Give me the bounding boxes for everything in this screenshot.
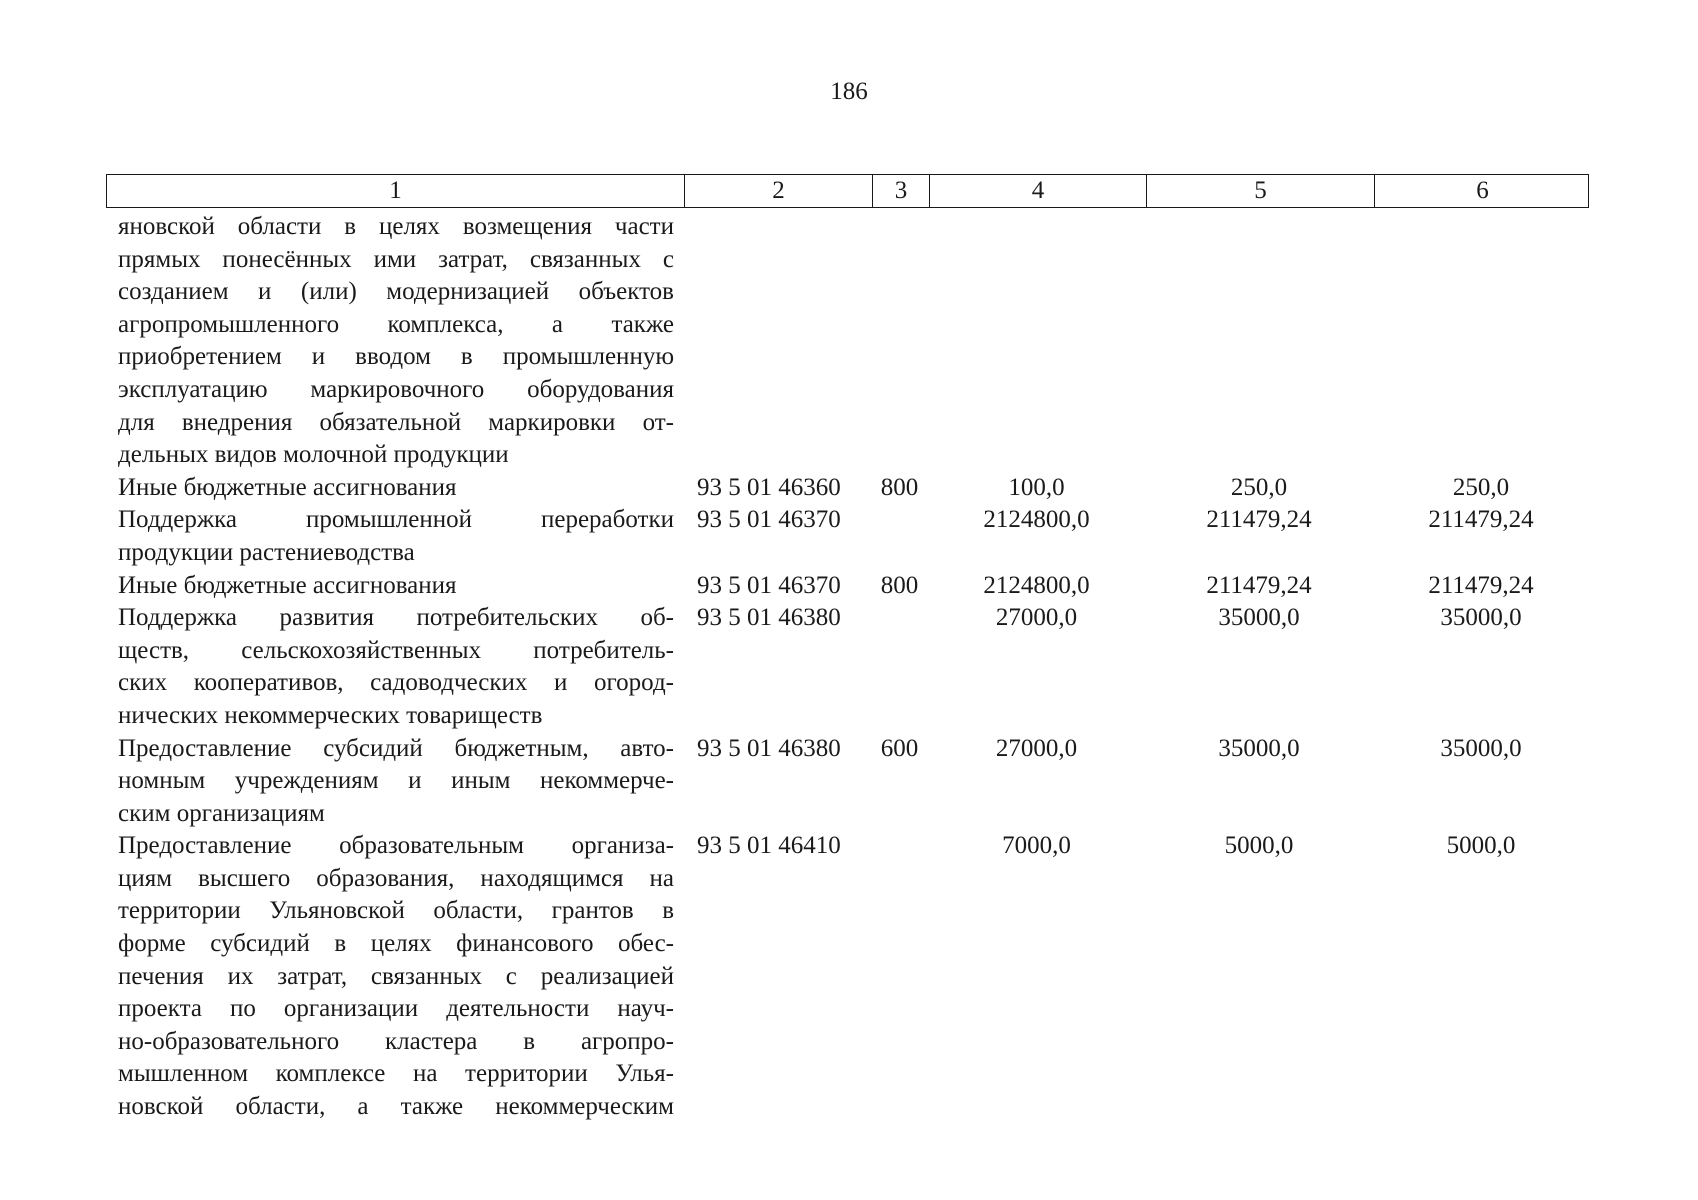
- expense-type-code-cell: [871, 570, 928, 603]
- description-line: Иные бюджетные ассигнования: [118, 473, 457, 501]
- amount-column-4: 27000,0: [995, 604, 1078, 632]
- expense-type-code: 600: [880, 734, 919, 762]
- amount-column-6: 211479,24: [1428, 571, 1534, 599]
- target-article-code: 93 5 01 46380: [697, 604, 841, 632]
- target-article-code-cell: [683, 211, 871, 472]
- amount-column-4: 2124800,0: [983, 571, 1090, 599]
- description-line: созданием и (или) модернизацией объектов: [118, 278, 674, 306]
- description-line: форме субсидий в целях финансового обес-: [118, 930, 674, 958]
- description-line: приобретением и вводом в промышленную: [118, 343, 674, 371]
- expense-type-code-cell: [871, 472, 928, 505]
- table-row: [106, 472, 1589, 505]
- description-line: нических некоммерческих товариществ: [118, 701, 543, 729]
- target-article-code: 93 5 01 46370: [697, 571, 841, 599]
- description-line: Предоставление образовательным организа-: [118, 832, 674, 860]
- amount-column-4: 2124800,0: [983, 506, 1090, 534]
- target-article-code-cell: [683, 472, 871, 505]
- amount-column-4-cell: [928, 830, 1145, 1123]
- amount-column-6: 250,0: [1452, 473, 1510, 501]
- description-line: Иные бюджетные ассигнования: [118, 571, 457, 599]
- description-line: территории Ульяновской области, грантов в: [118, 897, 674, 925]
- description-line: Предоставление субсидий бюджетным, авто-: [118, 734, 674, 762]
- amount-column-5-cell: [1145, 570, 1373, 603]
- target-article-code: 93 5 01 46410: [697, 832, 841, 860]
- description-line: проекта по организации деятельности науч-: [118, 995, 674, 1023]
- table-row: [106, 602, 1589, 732]
- amount-column-4-cell: [928, 211, 1145, 472]
- table-row: [106, 570, 1589, 603]
- description-line: прямых понесённых ими затрат, связанных с: [118, 245, 674, 273]
- amount-column-6-cell: [1373, 504, 1589, 569]
- expense-type-code-cell: [871, 211, 928, 472]
- table-column-header-row: [106, 174, 1589, 208]
- expense-type-code: 800: [880, 473, 919, 501]
- amount-column-5-cell: [1145, 211, 1373, 472]
- amount-column-6-cell: [1373, 602, 1589, 732]
- column-header-5: 5: [1146, 175, 1374, 207]
- description-line: печения их затрат, связанных с реализацией: [118, 962, 674, 990]
- amount-column-5-cell: [1145, 830, 1373, 1123]
- target-article-code-cell: [683, 602, 871, 732]
- target-article-code: 93 5 01 46360: [697, 473, 841, 501]
- row-description: [106, 602, 683, 732]
- table-row: [106, 733, 1589, 831]
- expense-type-code-cell: [871, 504, 928, 569]
- expense-type-code-cell: [871, 733, 928, 831]
- target-article-code-cell: [683, 504, 871, 569]
- target-article-code: 93 5 01 46370: [697, 506, 841, 534]
- amount-column-5: 35000,0: [1218, 604, 1300, 632]
- amount-column-6-cell: [1373, 733, 1589, 831]
- amount-column-4-cell: [928, 602, 1145, 732]
- amount-column-5: 5000,0: [1224, 832, 1294, 860]
- amount-column-4-cell: [928, 504, 1145, 569]
- row-description: [106, 472, 683, 505]
- amount-column-4-cell: [928, 733, 1145, 831]
- amount-column-5: 211479,24: [1206, 571, 1312, 599]
- description-line: но-образовательного кластера в агропро-: [118, 1027, 674, 1055]
- description-line: Поддержка промышленной переработки: [118, 506, 674, 534]
- description-line: для внедрения обязательной маркировки от-: [118, 408, 674, 436]
- amount-column-6: 211479,24: [1428, 506, 1534, 534]
- amount-column-4: 7000,0: [1002, 832, 1071, 860]
- expense-type-code-cell: [871, 830, 928, 1123]
- amount-column-4: 27000,0: [995, 734, 1078, 762]
- amount-column-4: 100,0: [1008, 473, 1065, 501]
- description-line: ских кооперативов, садоводческих и огород-: [118, 669, 674, 697]
- amount-column-5-cell: [1145, 733, 1373, 831]
- budget-table-body: [106, 211, 1589, 1124]
- column-header-4: 4: [929, 175, 1146, 207]
- amount-column-4-cell: [928, 570, 1145, 603]
- column-header-1: 1: [389, 177, 402, 204]
- amount-column-6: 35000,0: [1440, 604, 1522, 632]
- target-article-code-cell: [683, 570, 871, 603]
- column-header-2: 2: [684, 175, 872, 207]
- amount-column-6-cell: [1373, 570, 1589, 603]
- target-article-code-cell: [683, 830, 871, 1123]
- description-line: Поддержка развития потребительских об-: [118, 604, 674, 632]
- table-row: [106, 504, 1589, 569]
- table-row: [106, 830, 1589, 1123]
- description-line: эксплуатацию маркировочного оборудования: [118, 375, 674, 403]
- description-line: новской области, а также некоммерческим: [118, 1093, 674, 1121]
- amount-column-6-cell: [1373, 211, 1589, 472]
- row-description: [106, 733, 683, 831]
- target-article-code: 93 5 01 46380: [697, 734, 841, 762]
- row-description: [106, 211, 683, 472]
- row-description: [106, 504, 683, 569]
- page-number: 186: [830, 78, 868, 105]
- description-line: агропромышленного комплекса, а также: [118, 310, 674, 338]
- target-article-code-cell: [683, 733, 871, 831]
- amount-column-5: 250,0: [1230, 473, 1288, 501]
- amount-column-5: 35000,0: [1218, 734, 1300, 762]
- amount-column-6: 5000,0: [1446, 832, 1516, 860]
- description-line: циям высшего образования, находящимся на: [118, 864, 674, 892]
- amount-column-5-cell: [1145, 472, 1373, 505]
- description-line: продукции растениеводства: [118, 538, 415, 566]
- amount-column-6: 35000,0: [1440, 734, 1522, 762]
- expense-type-code-cell: [871, 602, 928, 732]
- amount-column-6-cell: [1373, 830, 1589, 1123]
- description-line: мышленном комплексе на территории Улья-: [118, 1060, 674, 1088]
- expense-type-code: 800: [880, 571, 919, 599]
- description-line: ским организациям: [118, 799, 325, 827]
- column-header-3: 3: [872, 175, 929, 207]
- row-description: [106, 570, 683, 603]
- amount-column-5-cell: [1145, 602, 1373, 732]
- description-line: яновской области в целях возмещения части: [118, 213, 674, 240]
- description-line: дельных видов молочной продукции: [118, 441, 509, 469]
- row-description: [106, 830, 683, 1123]
- amount-column-5: 211479,24: [1206, 506, 1312, 534]
- table-row: [106, 211, 1589, 472]
- description-line: номным учреждениям и иным некоммерче-: [118, 767, 674, 795]
- amount-column-4-cell: [928, 472, 1145, 505]
- column-header-6: 6: [1374, 175, 1590, 207]
- description-line: ществ, сельскохозяйственных потребитель-: [118, 636, 674, 664]
- amount-column-6-cell: [1373, 472, 1589, 505]
- amount-column-5-cell: [1145, 504, 1373, 569]
